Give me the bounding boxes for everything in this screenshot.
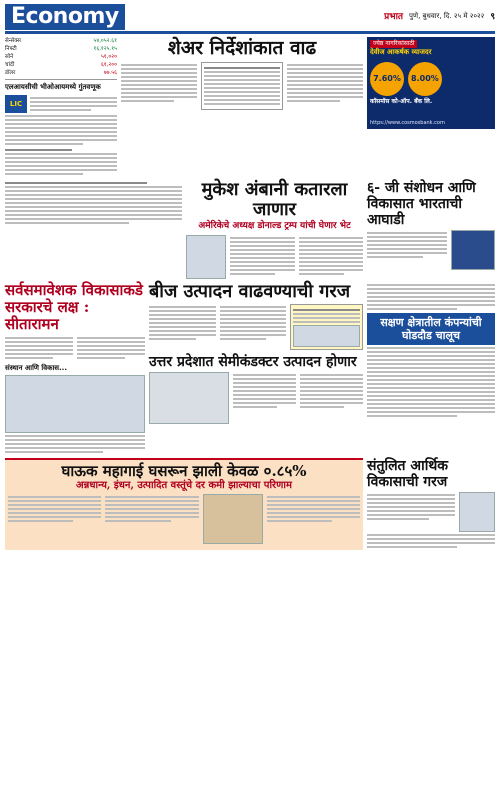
sitharaman-story <box>5 282 145 455</box>
ambani-subheadline: अमेरिकेचे अध्यक्ष डोनाल्ड ट्रम्प यांची घेणार भेट <box>198 221 351 232</box>
market-row: सेन्सेक्स ५४,०५२.६१ <box>5 38 117 44</box>
6g-headline: ६- जी संशोधन आणि विकासात भारताची आघाडी <box>367 180 476 229</box>
left-continuation <box>5 180 182 278</box>
ambani-story <box>186 180 363 278</box>
market-row: चांदी ६१,२०० <box>5 62 117 68</box>
sitharaman-photo <box>5 375 145 433</box>
market-table <box>201 62 283 110</box>
ad-rate-1: 7.60% <box>370 62 404 96</box>
masthead-rule <box>5 31 495 34</box>
section-logo: Economy <box>5 4 125 30</box>
center-column <box>121 37 363 177</box>
lic-headline: एलआयसीची भीओआयमध्ये गुंतवणूक <box>5 83 101 91</box>
second-band <box>5 180 495 278</box>
grain-photo <box>203 494 263 544</box>
ad-bank-name: कॉसमॉस को-ऑप. बँक लि. <box>370 97 433 105</box>
market-row: निफ्टी १६,१२५.१५ <box>5 46 117 52</box>
page-number: ९ <box>490 11 495 22</box>
semicon-headline: उत्तर प्रदेशात सेमीकंडक्टर उत्पादन होणार <box>149 353 357 370</box>
balance-photo <box>459 492 495 532</box>
lic-block <box>5 95 117 113</box>
top-headline: शेअर निर्देशांकात वाढ <box>167 37 317 59</box>
market-row: डॉलर ७७.५६ <box>5 70 117 76</box>
bottom-band <box>5 458 495 550</box>
bank-advertisement[interactable] <box>367 37 495 129</box>
ad-rate-2: 8.00% <box>408 62 442 96</box>
edition-date: पुणे, बुधवार, दि. २५ मे २०२२ <box>409 12 485 21</box>
seed-headline: बीज उत्पादन वाढवण्याची गरज <box>149 280 351 302</box>
sansthan-headline: संस्थान आणि विकास... <box>5 363 67 372</box>
top-section <box>5 37 495 177</box>
security-callout: सक्षण क्षेत्रातील कंपन्यांची घोडदौड चालूच <box>367 313 495 345</box>
masthead <box>5 4 495 30</box>
masthead-right <box>384 11 495 23</box>
lic-logo: LIC <box>5 95 27 113</box>
ambani-headline: मुकेश अंबानी कतारला जाणार <box>201 179 348 221</box>
center-lower <box>149 282 363 455</box>
semicon-photo <box>149 372 229 424</box>
6g-story <box>367 180 495 278</box>
brand-name: प्रभात <box>384 11 404 22</box>
seed-callout-photo <box>293 325 360 347</box>
lic-text <box>30 95 117 113</box>
top-story-body <box>121 62 363 110</box>
ad-title: देवीज आकर्षक व्याजदर <box>370 48 432 57</box>
6g-photo <box>451 230 495 270</box>
right-lower <box>367 282 495 455</box>
left-text <box>5 115 117 175</box>
ambani-photo <box>186 235 226 279</box>
third-band <box>5 282 495 455</box>
ad-footer: https://www.cosmosbank.com <box>370 120 445 127</box>
seed-callout <box>290 304 363 350</box>
market-row: सोने ५१,०२० <box>5 54 117 60</box>
ad-badge: ज्येष्ठ नागरिकांसाठी <box>370 40 417 48</box>
inflation-banner <box>5 458 363 550</box>
left-column <box>5 37 117 177</box>
sitharaman-headline: सर्वसमावेशक विकासाकडे सरकारचे लक्ष : सीतारामन <box>5 280 143 333</box>
inflation-subheadline: अन्नधान्य, इंधन, उत्पादित वस्तूंचे दर कमी झाल्याचा परिणाम <box>76 480 292 492</box>
inflation-headline: घाऊक महागाई घसरून झाली केवळ ०.८५% <box>61 462 307 481</box>
market-ticker <box>5 37 117 80</box>
balance-headline: संतुलित आर्थिक विकासाची गरज <box>367 458 449 491</box>
balance-story <box>367 458 495 550</box>
